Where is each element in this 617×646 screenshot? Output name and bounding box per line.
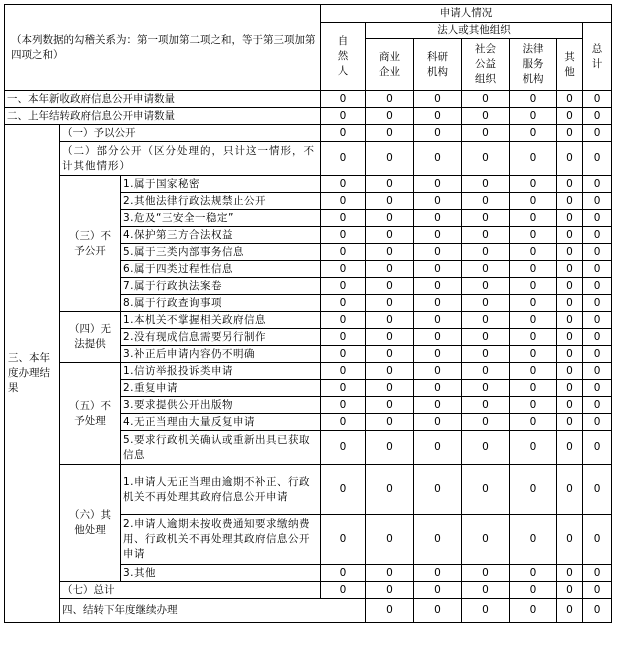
public-welfare-header: 社会公益组织: [462, 39, 510, 91]
row-label: 1.本机关不掌握相关政府信息: [121, 312, 321, 329]
value-cell: 0: [462, 380, 510, 397]
value-cell: 0: [583, 414, 612, 431]
research-header: 科研机构: [414, 39, 462, 91]
value-cell: 0: [557, 91, 583, 108]
value-cell: 0: [462, 312, 510, 329]
value-cell: 0: [414, 431, 462, 465]
value-cell: 0: [557, 465, 583, 515]
value-cell: 0: [557, 176, 583, 193]
value-cell: 0: [414, 176, 462, 193]
value-cell: 0: [414, 599, 462, 623]
value-cell: 0: [583, 431, 612, 465]
total-header: 总计: [583, 23, 612, 91]
value-cell: 0: [462, 108, 510, 125]
business-header: 商业企业: [366, 39, 414, 91]
value-cell: 0: [366, 363, 414, 380]
value-cell: 0: [366, 329, 414, 346]
value-cell: 0: [366, 91, 414, 108]
value-cell: 0: [583, 295, 612, 312]
value-cell: 0: [583, 329, 612, 346]
value-cell: 0: [414, 142, 462, 176]
value-cell: 0: [557, 414, 583, 431]
value-cell: 0: [321, 244, 366, 261]
value-cell: 0: [583, 142, 612, 176]
value-cell: 0: [583, 278, 612, 295]
value-cell: 0: [321, 346, 366, 363]
value-cell: 0: [462, 346, 510, 363]
value-cell: 0: [557, 227, 583, 244]
value-cell: 0: [414, 465, 462, 515]
value-cell: 0: [366, 431, 414, 465]
value-cell: 0: [510, 210, 557, 227]
value-cell: 0: [321, 125, 366, 142]
value-cell: 0: [414, 397, 462, 414]
value-cell: 0: [366, 278, 414, 295]
value-cell: 0: [510, 515, 557, 565]
row-label: 6.属于四类过程性信息: [121, 261, 321, 278]
value-cell: 0: [583, 565, 612, 582]
value-cell: 0: [462, 125, 510, 142]
value-cell: 0: [510, 312, 557, 329]
value-cell: 0: [583, 91, 612, 108]
row-label: 3.补正后申请内容仍不明确: [121, 346, 321, 363]
value-cell: 0: [366, 346, 414, 363]
value-cell: 0: [557, 210, 583, 227]
value-cell: 0: [510, 346, 557, 363]
row-label: 3.危及“三安全一稳定”: [121, 210, 321, 227]
value-cell: 0: [510, 244, 557, 261]
value-cell: 0: [414, 125, 462, 142]
value-cell: 0: [510, 431, 557, 465]
value-cell: 0: [366, 176, 414, 193]
value-cell: 0: [583, 244, 612, 261]
row-label: 二、上年结转政府信息公开申请数量: [5, 108, 321, 125]
value-cell: 0: [583, 599, 612, 623]
row-label: 3.要求提供公开出版物: [121, 397, 321, 414]
group-label: （三）不予公开: [60, 176, 121, 312]
value-cell: 0: [510, 125, 557, 142]
value-cell: 0: [510, 599, 557, 623]
value-cell: 0: [366, 244, 414, 261]
value-cell: 0: [583, 108, 612, 125]
value-cell: 0: [366, 599, 414, 623]
value-cell: 0: [321, 227, 366, 244]
value-cell: 0: [321, 329, 366, 346]
value-cell: 0: [557, 582, 583, 599]
value-cell: 0: [414, 414, 462, 431]
value-cell: 0: [414, 329, 462, 346]
value-cell: 0: [462, 397, 510, 414]
value-cell: 0: [414, 210, 462, 227]
legal-service-header: 法律服务机构: [510, 39, 557, 91]
value-cell: 0: [462, 431, 510, 465]
value-cell: 0: [366, 380, 414, 397]
value-cell: 0: [462, 210, 510, 227]
info-disclosure-table: [4, 4, 612, 623]
value-cell: 0: [366, 193, 414, 210]
value-cell: 0: [321, 261, 366, 278]
value-cell: 0: [414, 227, 462, 244]
value-cell: 0: [510, 565, 557, 582]
value-cell: 0: [583, 193, 612, 210]
value-cell: 0: [510, 295, 557, 312]
value-cell: 0: [462, 582, 510, 599]
value-cell: 0: [366, 312, 414, 329]
row-label: 7.属于行政执法案卷: [121, 278, 321, 295]
section3-label: 三、本年度办理结果: [5, 125, 60, 623]
value-cell: 0: [366, 210, 414, 227]
row-label: 4.无正当理由大量反复申请: [121, 414, 321, 431]
value-cell: 0: [510, 142, 557, 176]
value-cell: 0: [510, 380, 557, 397]
value-cell: 0: [321, 295, 366, 312]
value-cell: 0: [366, 465, 414, 515]
value-cell: 0: [557, 125, 583, 142]
row-label: 2.重复申请: [121, 380, 321, 397]
value-cell: 0: [414, 515, 462, 565]
value-cell: 0: [414, 295, 462, 312]
value-cell: 0: [462, 142, 510, 176]
value-cell: 0: [462, 329, 510, 346]
row-label: 2.其他法律行政法规禁止公开: [121, 193, 321, 210]
value-cell: 0: [557, 380, 583, 397]
value-cell: 0: [557, 278, 583, 295]
value-cell: 0: [583, 465, 612, 515]
value-cell: 0: [462, 244, 510, 261]
row-label: 3.其他: [121, 565, 321, 582]
value-cell: 0: [583, 397, 612, 414]
value-cell: 0: [366, 125, 414, 142]
value-cell: 0: [462, 227, 510, 244]
value-cell: 0: [321, 108, 366, 125]
value-cell: 0: [510, 582, 557, 599]
value-cell: 0: [583, 210, 612, 227]
value-cell: 0: [462, 261, 510, 278]
value-cell: 0: [583, 312, 612, 329]
value-cell: 0: [557, 142, 583, 176]
value-cell: 0: [510, 91, 557, 108]
other-header: 其他: [557, 39, 583, 91]
value-cell: 0: [414, 346, 462, 363]
value-cell: 0: [462, 176, 510, 193]
row-label: 2.没有现成信息需要另行制作: [121, 329, 321, 346]
group-label: （四）无法提供: [60, 312, 121, 363]
value-cell: 0: [366, 582, 414, 599]
value-cell: 0: [583, 227, 612, 244]
value-cell: 0: [414, 363, 462, 380]
value-cell: 0: [462, 363, 510, 380]
value-cell: 0: [557, 363, 583, 380]
value-cell: 0: [366, 565, 414, 582]
value-cell: 0: [557, 108, 583, 125]
natural-person-header: 自然人: [321, 23, 366, 91]
row-label: 5.属于三类内部事务信息: [121, 244, 321, 261]
value-cell: 0: [321, 414, 366, 431]
value-cell: 0: [321, 565, 366, 582]
value-cell: 0: [583, 346, 612, 363]
logic-note: （本列数据的勾稽关系为：第一项加第二项之和，等于第三项加第四项之和）: [5, 5, 321, 91]
value-cell: 0: [510, 414, 557, 431]
value-cell: 0: [557, 599, 583, 623]
value-cell: 0: [321, 312, 366, 329]
value-cell: 0: [510, 363, 557, 380]
value-cell: 0: [462, 599, 510, 623]
value-cell: 0: [414, 582, 462, 599]
value-cell: 0: [321, 176, 366, 193]
row-label: 四、结转下年度继续办理: [60, 599, 366, 623]
value-cell: 0: [462, 414, 510, 431]
row-label: 4.保护第三方合法权益: [121, 227, 321, 244]
value-cell: 0: [321, 363, 366, 380]
value-cell: 0: [557, 565, 583, 582]
value-cell: 0: [510, 329, 557, 346]
value-cell: 0: [366, 295, 414, 312]
legal-and-other-header: 法人或其他组织: [366, 23, 583, 39]
value-cell: 0: [414, 108, 462, 125]
value-cell: 0: [510, 261, 557, 278]
value-cell: 0: [366, 261, 414, 278]
value-cell: 0: [510, 278, 557, 295]
value-cell: 0: [414, 380, 462, 397]
row-label: 1.属于国家秘密: [121, 176, 321, 193]
row-label: （一）予以公开: [60, 125, 321, 142]
value-cell: 0: [557, 515, 583, 565]
applicant-situation-header: 申请人情况: [321, 5, 612, 23]
value-cell: 0: [321, 142, 366, 176]
row-label: 一、本年新收政府信息公开申请数量: [5, 91, 321, 108]
value-cell: 0: [414, 312, 462, 329]
value-cell: 0: [557, 346, 583, 363]
value-cell: 0: [321, 210, 366, 227]
value-cell: 0: [414, 278, 462, 295]
value-cell: 0: [462, 193, 510, 210]
value-cell: 0: [557, 431, 583, 465]
value-cell: 0: [366, 108, 414, 125]
value-cell: 0: [321, 91, 366, 108]
group-label: （六）其他处理: [60, 465, 121, 582]
value-cell: 0: [510, 176, 557, 193]
value-cell: 0: [583, 380, 612, 397]
value-cell: 0: [321, 582, 366, 599]
value-cell: 0: [462, 91, 510, 108]
value-cell: 0: [321, 193, 366, 210]
value-cell: 0: [462, 565, 510, 582]
value-cell: 0: [557, 261, 583, 278]
value-cell: 0: [557, 193, 583, 210]
value-cell: 0: [414, 193, 462, 210]
value-cell: 0: [414, 91, 462, 108]
value-cell: 0: [583, 261, 612, 278]
value-cell: 0: [321, 397, 366, 414]
value-cell: 0: [583, 125, 612, 142]
value-cell: 0: [583, 515, 612, 565]
value-cell: 0: [414, 565, 462, 582]
value-cell: 0: [462, 515, 510, 565]
value-cell: 0: [366, 142, 414, 176]
value-cell: 0: [366, 515, 414, 565]
value-cell: 0: [414, 244, 462, 261]
value-cell: 0: [510, 397, 557, 414]
value-cell: 0: [366, 227, 414, 244]
row-label: （七）总计: [60, 582, 321, 599]
row-label: 1.信访举报投诉类申请: [121, 363, 321, 380]
value-cell: 0: [321, 278, 366, 295]
value-cell: 0: [366, 397, 414, 414]
row-label: 8.属于行政查询事项: [121, 295, 321, 312]
value-cell: 0: [557, 295, 583, 312]
value-cell: 0: [510, 465, 557, 515]
value-cell: 0: [462, 278, 510, 295]
value-cell: 0: [462, 465, 510, 515]
value-cell: 0: [510, 108, 557, 125]
value-cell: 0: [321, 515, 366, 565]
group-label: （五）不予处理: [60, 363, 121, 465]
value-cell: 0: [583, 582, 612, 599]
row-label: （二）部分公开（区分处理的，只计这一情形，不计其他情形）: [60, 142, 321, 176]
value-cell: 0: [510, 227, 557, 244]
value-cell: 0: [510, 193, 557, 210]
value-cell: 0: [557, 329, 583, 346]
row-label: 2.申请人逾期未按收费通知要求缴纳费用、行政机关不再处理其政府信息公开申请: [121, 515, 321, 565]
value-cell: 0: [557, 312, 583, 329]
value-cell: 0: [557, 397, 583, 414]
value-cell: 0: [321, 465, 366, 515]
value-cell: 0: [414, 261, 462, 278]
value-cell: 0: [583, 176, 612, 193]
value-cell: 0: [366, 414, 414, 431]
value-cell: 0: [321, 431, 366, 465]
value-cell: 0: [557, 244, 583, 261]
row-label: 1.申请人无正当理由逾期不补正、行政机关不再处理其政府信息公开申请: [121, 465, 321, 515]
row-label: 5.要求行政机关确认或重新出具已获取信息: [121, 431, 321, 465]
value-cell: 0: [583, 363, 612, 380]
value-cell: 0: [321, 380, 366, 397]
value-cell: 0: [462, 295, 510, 312]
